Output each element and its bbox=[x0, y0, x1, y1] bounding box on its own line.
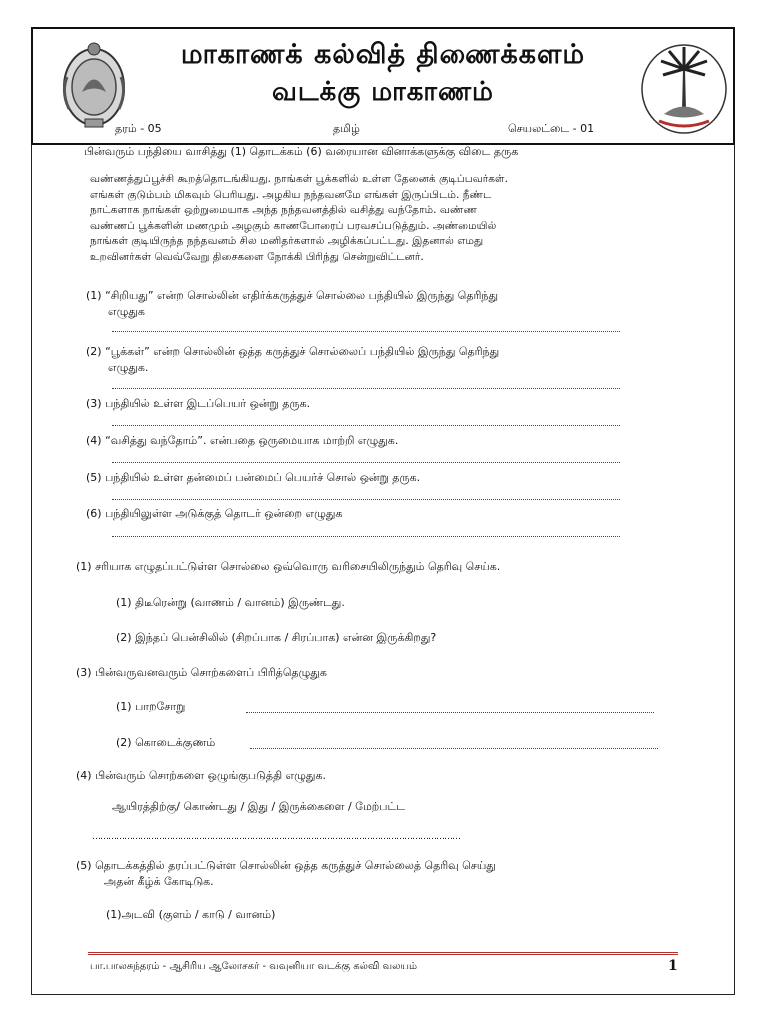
department-title: மாகாணக் கல்வித் திணைக்களம் bbox=[180, 39, 586, 70]
subject-label: தமிழ் bbox=[333, 122, 360, 135]
question-2-cont: எழுதுக. bbox=[108, 361, 149, 374]
question-1: (1) “சிறியது” என்ற சொல்லின் எதிர்க்கருத்துச் சொல்லை பந்தியில் இருந்து தெரிந்து bbox=[86, 289, 499, 302]
palm-tree-emblem-icon bbox=[639, 39, 729, 135]
section-5-item-1: (1)அடவி (குளம் / காடு / வானம்) bbox=[106, 908, 276, 921]
section-1-item-2: (2) இந்தப் பென்சிலில் (சிறப்பாக / சிரப்பாக) என்ன இருக்கிறது? bbox=[116, 631, 437, 644]
province-title: வடக்கு மாகாணம் bbox=[272, 77, 494, 107]
page-number: 1 bbox=[668, 958, 678, 974]
section-5-heading-cont: அதன் கீழ்க் கோடிடுக. bbox=[104, 875, 214, 888]
header-box bbox=[31, 27, 735, 145]
answer-line-5[interactable] bbox=[112, 498, 620, 500]
answer-line-2[interactable] bbox=[112, 387, 620, 389]
section-4-words: ஆயிரத்திற்கு/ கொண்டது / இது / இருக்கைளை / மேற்பட்ட bbox=[112, 800, 405, 813]
section-1-item-1: (1) திடீரென்று (வாணம் / வானம்) இருண்டது. bbox=[116, 596, 345, 609]
footer-author: பா.பாலசுந்தரம் - ஆசிரிய ஆலோசகர் - வவுனியா வடக்கு கல்வி வலயம் bbox=[90, 961, 418, 972]
section-3-item-1: (1) பாறசோறு bbox=[116, 700, 186, 713]
question-5: (5) பந்தியில் உள்ள தன்மைப் பன்மைப் பெயர்ச் சொல் ஒன்று தருக. bbox=[86, 471, 421, 484]
passage-line: வண்ணத்துப்பூச்சி கூறத்தொடங்கியது. நாங்கள் பூக்களில் உள்ள தேனைக் குடிப்பவர்கள். bbox=[90, 173, 508, 185]
section-4-heading: (4) பின்வரும் சொற்களை ஒழுங்குபடுத்தி எழுதுக. bbox=[76, 769, 327, 782]
section-4-answer-line[interactable]: ………………………………………………………………………………………………………………………… bbox=[92, 832, 460, 842]
section-3-answer-2[interactable] bbox=[250, 747, 658, 749]
section-3-answer-1[interactable] bbox=[246, 711, 654, 713]
passage-line: நாங்கள் குடியிருந்த நந்தவனம் சில மனிதர்களால் அழிக்கப்பட்டது. இதனால் எமது bbox=[90, 235, 484, 248]
passage-line: உறவினர்கள் வெவ்வேறு திசைகளை நோக்கி பிரிந்து சென்றுவிட்டனர். bbox=[90, 250, 424, 263]
answer-line-4[interactable] bbox=[112, 461, 620, 463]
passage-line: நாட்களாக நாங்கள் ஒற்றுமையாக அந்த நந்தவனத்தில் வசித்து வந்தோம். வண்ண bbox=[90, 204, 477, 217]
passage-line: எங்கள் குடும்பம் மிகவும் பெரியது. அழகிய நந்தவனமே எங்கள் இருப்பிடம். நீண்ட bbox=[90, 188, 492, 201]
instruction-text: பின்வரும் பந்தியை வாசித்து (1) தொடக்கம் (6) வரையான வினாக்களுக்கு விடை தருக bbox=[84, 145, 519, 158]
grade-label: தரம் - 05 bbox=[115, 122, 162, 135]
section-3-heading: (3) பின்வருவனவரும் சொற்களைப் பிரித்தெழுதுக bbox=[76, 666, 327, 679]
passage-line: வண்ணப் பூக்களின் மணமும் அழகும் காணபோரைப் பரவசப்படுத்தும். அண்மையில் bbox=[90, 219, 497, 232]
footer-rule bbox=[88, 952, 678, 955]
section-3-item-2: (2) கொடைக்குணம் bbox=[116, 736, 216, 749]
question-4: (4) “வசித்து வந்தோம்”. என்பதை ஒருமையாக மாற்றி எழுதுக. bbox=[86, 434, 399, 447]
section-1-heading: (1) சரியாக எழுதப்பட்டுள்ள சொல்லை ஒவ்வொரு வரிசையிலிருந்தும் தெரிவு செய்க. bbox=[76, 560, 501, 573]
question-3: (3) பந்தியில் உள்ள இடப்பெயர் ஒன்று தருக. bbox=[86, 397, 311, 410]
reading-passage bbox=[90, 172, 675, 266]
question-2: (2) “பூக்கள்” என்ற சொல்லின் ஒத்த கருத்துச் சொல்லைப் பந்தியில் இருந்து தெரிந்து bbox=[86, 345, 500, 358]
answer-line-6[interactable] bbox=[112, 535, 620, 537]
answer-line-1[interactable] bbox=[112, 330, 620, 332]
section-5-heading: (5) தொடக்கத்தில் தரப்பட்டுள்ள சொல்லின் ஒத்த கருத்துச் சொல்லைத் தெரிவு செய்து bbox=[76, 859, 496, 872]
question-1-cont: எழுதுக bbox=[108, 305, 145, 318]
question-6: (6) பந்தியிலுள்ள அடுக்குத் தொடர் ஒன்றை எழுதுக bbox=[86, 507, 343, 520]
answer-line-3[interactable] bbox=[112, 424, 620, 426]
sheet-label: செயலட்டை - 01 bbox=[508, 122, 595, 135]
